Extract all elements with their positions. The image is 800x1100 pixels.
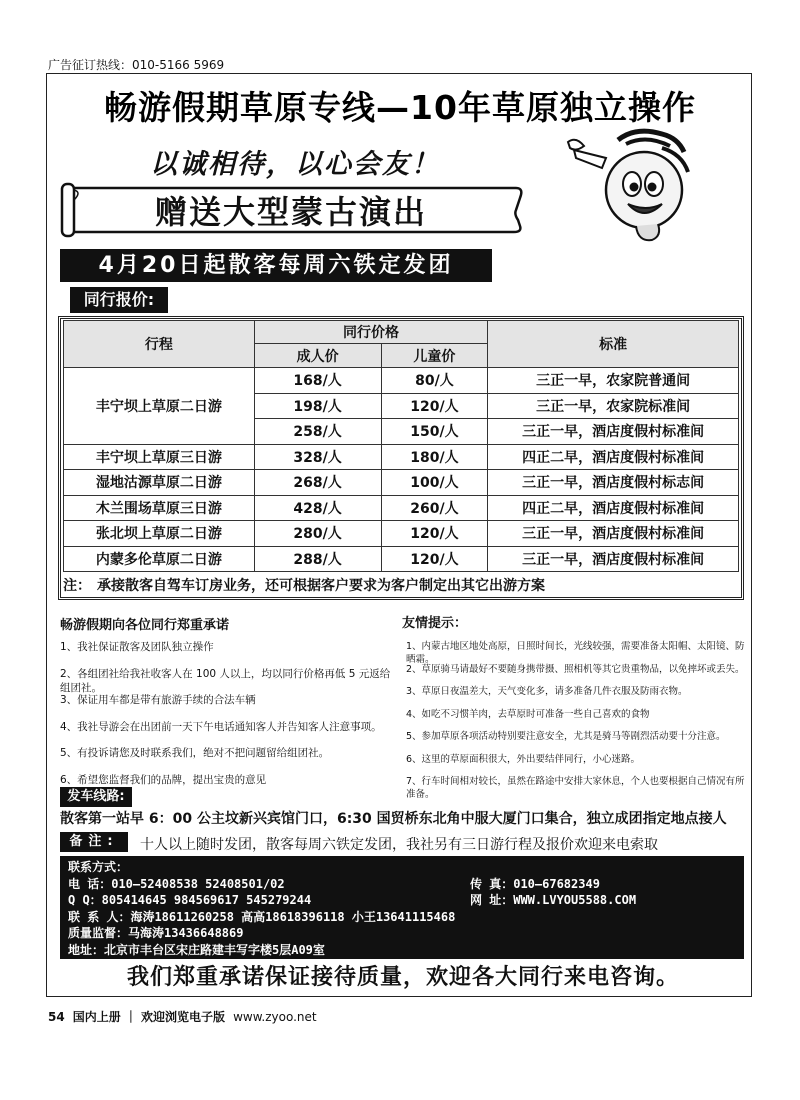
child-price-cell: 150/人 <box>381 419 488 445</box>
list-item: 2、各组团社给我社收客人在 100 人以上，均以同行价格再低 5 元返给组团社。 <box>60 667 391 694</box>
contact-box <box>60 856 744 959</box>
note-text: 承接散客自驾车订房业务，还可根据客户要求为客户制定出其它出游方案 <box>97 578 545 594</box>
route-cell: 内蒙多伦草原二日游 <box>64 546 255 572</box>
ad-hotline: 广告征订热线：010-5166 5969 <box>48 58 225 72</box>
contact-qq-line <box>68 892 736 909</box>
tips-title: 友情提示： <box>402 616 468 631</box>
departure-notice: 4月20日起散客每周六铁定发团 <box>60 249 492 282</box>
route-label: 发车线路: <box>60 787 132 807</box>
child-price-cell: 80/人 <box>381 368 488 394</box>
table-row <box>64 470 739 496</box>
route-cell: 湿地沽源草原二日游 <box>64 470 255 496</box>
child-price-cell: 180/人 <box>381 444 488 470</box>
standard-cell: 三正一早，酒店度假村标准间 <box>488 419 739 445</box>
header-route: 行程 <box>64 321 255 368</box>
list-item: 6、希望您监督我们的品牌，提出宝贵的意见 <box>60 773 267 786</box>
standard-cell: 四正二早，酒店度假村标准间 <box>488 444 739 470</box>
slogan: 以诚相待，以心会友！ <box>150 149 440 180</box>
table-note <box>63 575 739 597</box>
contact-persons: 联 系 人：海涛18611260258 高高18618396118 小王13641115468 <box>68 909 456 924</box>
contact-title: 联系方式： <box>68 860 129 874</box>
price-table <box>63 320 739 572</box>
standard-cell: 三正一早，酒店度假村标准间 <box>488 521 739 547</box>
contact-website: 网 址：WWW.LVYOU5588.COM <box>470 893 637 907</box>
header-peer-price: 同行价格 <box>254 321 488 344</box>
adult-price-cell: 168/人 <box>254 368 381 394</box>
adult-price-cell: 258/人 <box>254 419 381 445</box>
adult-price-cell: 428/人 <box>254 495 381 521</box>
list-item: 1、我社保证散客及团队独立操作 <box>60 641 214 653</box>
headline: 畅游假期草原专线—10年草原独立操作 <box>104 88 696 127</box>
gift-banner: 赠送大型蒙古演出 <box>154 193 427 231</box>
child-price-cell: 100/人 <box>381 470 488 496</box>
standard-cell: 三正一早，酒店度假村标志间 <box>488 470 739 496</box>
contact-fax: 传 真：010—67682349 <box>470 876 600 891</box>
standard-cell: 三正一早，酒店度假村标准间 <box>488 546 739 572</box>
list-item: 4、如吃不习惯羊肉，去草原时可准备一些自己喜欢的食物 <box>406 708 650 720</box>
standard-cell: 三正一早，农家院普通间 <box>488 368 739 394</box>
table-row <box>64 495 739 521</box>
child-price-cell: 120/人 <box>381 393 488 419</box>
adult-price-cell: 268/人 <box>254 470 381 496</box>
header-adult: 成人价 <box>254 344 381 368</box>
route-text: 散客第一站早 6：00 公主坟新兴宾馆门口，6:30 国贸桥东北角中服大厦门口集合，独立成团指定地点接人 <box>60 811 727 827</box>
route-cell: 丰宁坝上草原三日游 <box>64 444 255 470</box>
page-number: 54 <box>48 1010 65 1024</box>
promises-title: 畅游假期向各位同行郑重承诺 <box>60 618 230 633</box>
contact-phone: 电 话：010—52408538 52408501/02 <box>68 876 285 891</box>
peer-price-label: 同行报价: <box>70 287 168 313</box>
list-item: 3、草原日夜温差大，天气变化多，请多准备几件衣服及防雨衣物。 <box>406 686 688 697</box>
list-item: 3、保证用车都是带有旅游手续的合法车辆 <box>60 694 256 706</box>
remarks-text: 十人以上随时发团，散客每周六铁定发团，我社另有三日游行程及报价欢迎来电索取 <box>140 837 658 853</box>
list-item: 2、草原骑马请最好不要随身携带摄、照相机等其它贵重物品，以免摔坏或丢失。 <box>406 663 745 675</box>
list-item: 5、参加草原各项活动特别要注意安全，尤其是骑马等剧烈活动要十分注意。 <box>406 731 726 742</box>
child-price-cell: 260/人 <box>381 495 488 521</box>
child-price-cell: 120/人 <box>381 546 488 572</box>
mascot-icon <box>566 128 702 248</box>
route-cell: 木兰围场草原三日游 <box>64 495 255 521</box>
adult-price-cell: 198/人 <box>254 393 381 419</box>
list-item: 5、有投诉请您及时联系我们，绝对不把问题留给组团社。 <box>60 747 330 759</box>
child-price-cell: 120/人 <box>381 521 488 547</box>
remarks-label: 备注: <box>60 832 128 852</box>
adult-price-cell: 280/人 <box>254 521 381 547</box>
bottom-slogan: 我们郑重承诺保证接待质量，欢迎各大同行来电咨询。 <box>126 965 679 990</box>
table-row <box>64 368 739 394</box>
note-label: 注： <box>63 578 91 594</box>
list-item: 4、我社导游会在出团前一天下午电话通知客人并告知客人注意事项。 <box>60 720 382 733</box>
route-cell: 张北坝上草原二日游 <box>64 521 255 547</box>
contact-supervision: 质量监督：马海涛13436648869 <box>68 926 244 940</box>
list-item: 6、这里的草原面积很大，外出要结伴同行，小心迷路。 <box>406 753 641 765</box>
adult-price-cell: 328/人 <box>254 444 381 470</box>
adult-price-cell: 288/人 <box>254 546 381 572</box>
list-item: 7、行车时间相对较长，虽然在路途中安排大家休息，个人也要根据自己情况有所准备。 <box>406 776 745 800</box>
table-row <box>64 444 739 470</box>
standard-cell: 三正一早，农家院标准间 <box>488 393 739 419</box>
contact-phone-line <box>68 876 736 893</box>
footer <box>48 1008 317 1025</box>
contact-qq: Q Q：805414645 984569617 545279244 <box>68 893 312 907</box>
header-standard: 标准 <box>488 321 739 368</box>
footer-url: www.zyoo.net <box>233 1010 317 1024</box>
tips-list <box>406 640 752 798</box>
table-row <box>64 546 739 572</box>
contact-address: 地址：北京市丰台区宋庄路建丰写字楼5层A09室 <box>68 942 325 957</box>
standard-cell: 四正二早，酒店度假村标准间 <box>488 495 739 521</box>
promises-list <box>60 640 396 799</box>
route-cell: 丰宁坝上草原二日游 <box>64 368 255 445</box>
list-item: 1、内蒙古地区地处高原，日照时间长，光线较强，需要准备太阳帽、太阳镜、防晒霜。 <box>406 641 745 665</box>
header-child: 儿童价 <box>381 344 488 368</box>
table-row <box>64 521 739 547</box>
footer-section: 国内上册 ｜ 欢迎浏览电子版 <box>72 1010 226 1024</box>
